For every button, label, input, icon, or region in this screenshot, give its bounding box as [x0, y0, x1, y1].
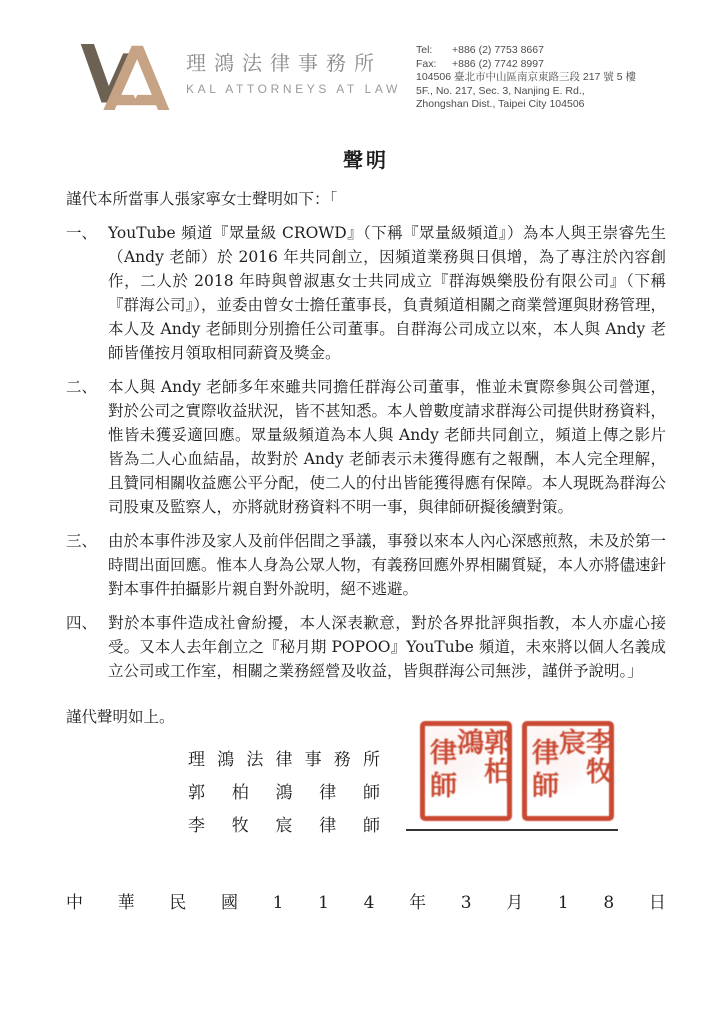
seal-underline	[406, 829, 618, 831]
item-marker: 一、	[66, 224, 98, 242]
seal-title-text: 律師	[527, 738, 558, 804]
fax-value: +886 (2) 7742 8997	[452, 57, 544, 70]
kal-logo-icon	[78, 44, 174, 110]
lawyer-seals	[420, 721, 614, 821]
item-text: YouTube 頻道『眾量級 CROWD』（下稱『眾量級頻道』）為本人與王崇睿先生（Andy 老師）於 2016 年共同創立，因頻道業務與日俱增，為了專注於內容創作，二人於 2018 年時與曾淑惠女士共同成立『群海娛樂股份有限公司』（下稱『群海公司』），並委由曾女士擔任董事長，負責頻道相關之商業營運與財務管理，本人及 Andy 老師則分別擔任公司董事。自群海公司成立以來，本人與 Andy 老師皆僅按月領取相同薪資及獎金。	[108, 224, 667, 362]
signature-lawyer-1: 郭 柏 鴻 律 師	[188, 783, 380, 803]
closing-line: 謹代聲明如上。	[66, 708, 175, 726]
tel-label: Tel:	[416, 44, 433, 56]
statement-item-1	[66, 221, 666, 365]
item-marker: 二、	[66, 378, 98, 396]
firm-name-zh: 理鴻法律事務所	[186, 53, 382, 75]
document-title: 聲明	[343, 148, 389, 172]
lawyer-seal-li	[522, 721, 614, 821]
lawyer-seal-guo	[420, 721, 512, 821]
address-en-line1: 5F., No. 217, Sec. 3, Nanjing E. Rd.,	[416, 84, 585, 97]
signature-firm-name: 理 鴻 法 律 事 務 所	[188, 750, 380, 770]
letterhead	[78, 44, 666, 112]
address-zh: 104506 臺北市中山區南京東路三段 217 號 5 樓	[416, 71, 636, 83]
statement-item-3	[66, 529, 666, 601]
address-en-line2: Zhongshan Dist., Taipei City 104506	[416, 98, 585, 110]
roc-date-line: 中 華 民 國 1 1 4 年 3 月 1 8 日	[66, 893, 666, 913]
item-marker: 三、	[66, 532, 98, 550]
seal-name-text: 李牧宸	[554, 728, 612, 786]
fax-row	[416, 58, 666, 72]
fax-label: Fax:	[416, 57, 437, 70]
statement-item-4	[66, 611, 666, 683]
intro-line: 謹代本所當事人張家寧女士聲明如下：「	[66, 190, 338, 208]
signature-area	[66, 728, 666, 855]
contact-info	[416, 44, 666, 112]
statement-body	[66, 146, 666, 915]
firm-name-block	[186, 44, 401, 96]
item-text: 由於本事件涉及家人及前伴侶間之爭議，事發以來本人內心深感煎熬，未及於第一時間出面回應。惟本人身為公眾人物，有義務回應外界相關質疑，本人亦將儘速針對本事件拍攝影片親自對外說明，絕不逃避。	[108, 532, 667, 598]
tel-row	[416, 44, 666, 58]
firm-name-en: KAL ATTORNEYS AT LAW	[186, 82, 401, 96]
tel-value: +886 (2) 7753 8667	[452, 44, 544, 56]
item-text: 本人與 Andy 老師多年來雖共同擔任群海公司董事，惟並未實際參與公司營運，對於公司之實際收益狀況，皆不甚知悉。本人曾數度請求群海公司提供財務資料，惟皆未獲妥適回應。眾量級頻道為本人與 Andy 老師共同創立，頻道上傳之影片皆為二人心血結晶，故對於 Andy 老師表示未獲得應有之報酬，本人完全理解，且贊同相關收益應公平分配，使二人的付出皆能獲得應有保障。本人現既為群海公司股東及監察人，亦將就財務資料不明一事，與律師研擬後續對策。	[108, 378, 667, 516]
item-text: 對於本事件造成社會紛擾，本人深表歉意，對於各界批評與指教，本人亦虛心接受。又本人去年創立之『秘月期 POPOO』YouTube 頻道，未來將以個人名義成立公司或工作室，相關之業務經營及收益，皆與群海公司無涉，謹併予說明。」	[108, 614, 666, 680]
seal-title-text: 律師	[425, 738, 456, 804]
seal-name-text: 郭柏鴻	[452, 728, 510, 786]
item-marker: 四、	[66, 614, 98, 632]
signature-names	[188, 749, 380, 848]
statement-item-2	[66, 375, 666, 519]
signature-lawyer-2: 李 牧 宸 律 師	[188, 816, 380, 836]
